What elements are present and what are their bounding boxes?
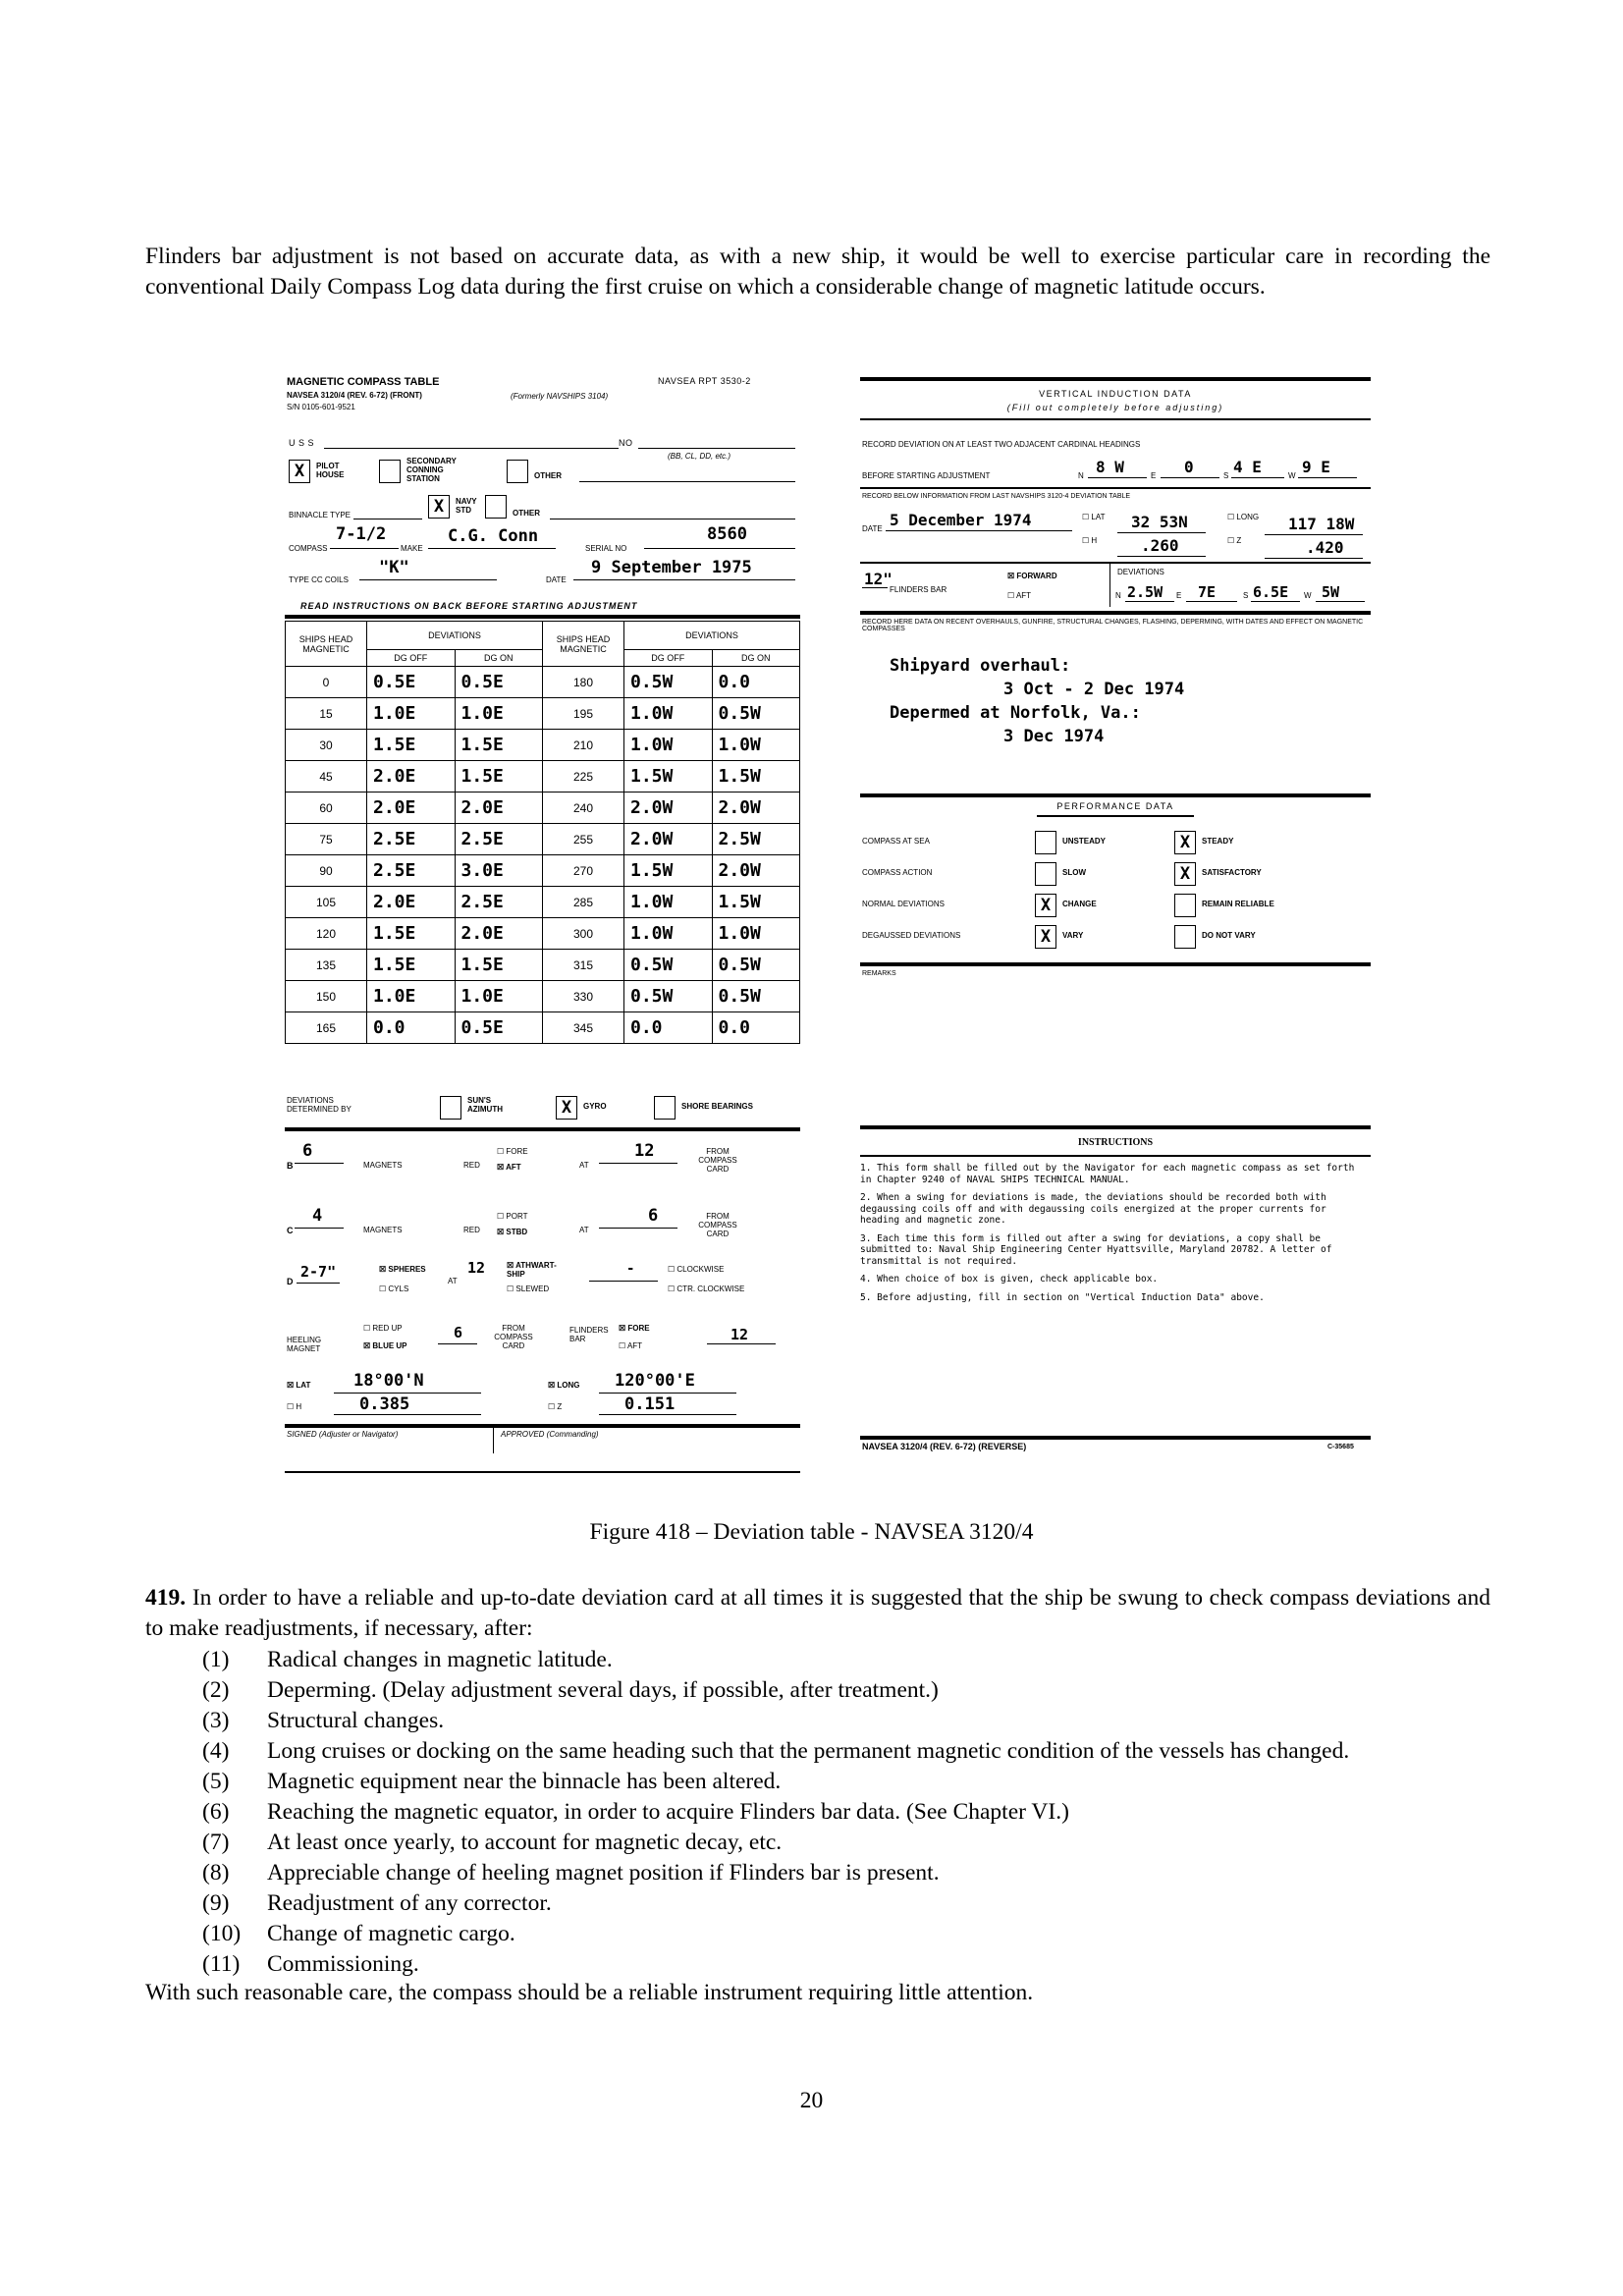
list-item	[145, 1645, 1490, 1675]
flinders-at-value: 12	[730, 1326, 749, 1343]
heading-left: 60	[286, 793, 367, 824]
deviation-table	[285, 621, 800, 1044]
d-label: D	[287, 1277, 294, 1286]
shore-bearings-label: SHORE BEARINGS	[681, 1102, 753, 1111]
date-label: DATE	[546, 575, 567, 584]
dev-w-label: W	[1304, 591, 1312, 600]
list-item-number: (2)	[202, 1677, 230, 1703]
perf-option-a-checkbox[interactable]	[1035, 831, 1056, 854]
b-magnets-label: MAGNETS	[363, 1161, 403, 1170]
dg-on-right: 1.5W	[712, 761, 800, 793]
dg-on-right: 0.5W	[712, 950, 800, 981]
dg-on-right: 0.0	[712, 1012, 800, 1044]
dg-on-right: 0.5W	[712, 981, 800, 1012]
dg-off-left: 1.0E	[367, 698, 456, 730]
pilot-house-checkbox[interactable]: X	[289, 460, 310, 483]
z-value: 0.151	[624, 1394, 676, 1414]
coils-label: TYPE CC COILS	[289, 575, 349, 584]
heading-right: 270	[543, 855, 624, 887]
dev-e-value: 7E	[1198, 583, 1217, 601]
h-label: ☐ H	[287, 1402, 302, 1411]
list-item	[145, 1675, 1490, 1706]
red-up-label: ☐ RED UP	[363, 1324, 403, 1333]
deviation-row	[286, 761, 800, 793]
note-line-2: 3 Oct - 2 Dec 1974	[1003, 680, 1185, 699]
list-item-text: Change of magnetic cargo.	[267, 1921, 515, 1946]
before-e-label: E	[1151, 471, 1157, 480]
dg-on-right: 1.0W	[712, 918, 800, 950]
perf-option-a-label: SLOW	[1062, 868, 1086, 877]
dev-s-label: S	[1243, 591, 1249, 600]
dg-on-right: 1.5W	[712, 887, 800, 918]
dg-on-left: 2.0E	[455, 918, 543, 950]
list-item-text: Readjustment of any corrector.	[267, 1890, 552, 1916]
heeling-label: HEELING MAGNET	[287, 1336, 322, 1353]
back-flinders-label: FLINDERS BAR	[890, 585, 947, 594]
dg-on-left: 1.0E	[455, 698, 543, 730]
b-aft-label: ☒ AFT	[497, 1163, 521, 1172]
dg-off-right: 1.0W	[624, 698, 713, 730]
heading-right: 300	[543, 918, 624, 950]
dg-off-left: 2.0E	[367, 793, 456, 824]
section-number: 419.	[145, 1585, 187, 1611]
list-item	[145, 1919, 1490, 1949]
heading-right: 330	[543, 981, 624, 1012]
list-item-text: Appreciable change of heeling magnet position if Flinders bar is present.	[267, 1860, 940, 1886]
no-hint: (BB, CL, DD, etc.)	[668, 452, 731, 461]
before-w-value: 9 E	[1302, 458, 1330, 476]
compass-label: COMPASS	[289, 544, 328, 553]
col-ships-head-left: SHIPS HEAD MAGNETIC	[286, 622, 367, 667]
dg-on-left: 1.0E	[455, 981, 543, 1012]
list-item-number: (7)	[202, 1830, 230, 1855]
instruction-item: 5. Before adjusting, fill in section on "Vertical Induction Data" above.	[860, 1291, 1265, 1303]
list-item-number: (4)	[202, 1738, 230, 1764]
before-e-value: 0	[1184, 458, 1194, 476]
serial-value: 8560	[707, 524, 747, 544]
list-item-text: Reaching the magnetic equator, in order to acquire Flinders bar data. (See Chapter VI.)	[267, 1799, 1069, 1825]
intro-paragraph: Flinders bar adjustment is not based on accurate data, as with a new ship, it would be well to exercise particular care in recording the conventional Daily Compass Log data during the first cruise on which a considerable change of magnetic latitude occurs.	[145, 244, 1490, 300]
perf-option-b-label: REMAIN RELIABLE	[1202, 900, 1274, 908]
deviation-row	[286, 1012, 800, 1044]
list-item-text: Radical changes in magnetic latitude.	[267, 1647, 613, 1672]
dg-off-left: 2.5E	[367, 824, 456, 855]
back-deviations-label: DEVIATIONS	[1117, 568, 1164, 576]
heading-left: 135	[286, 950, 367, 981]
form-sn: S/N 0105-601-9521	[287, 403, 355, 411]
d-dash: -	[626, 1261, 635, 1277]
list-item-number: (1)	[202, 1647, 230, 1672]
list-item	[145, 1736, 1490, 1767]
note-line-3: Depermed at Norfolk, Va.:	[890, 703, 1141, 723]
dg-off-right: 0.0	[624, 1012, 713, 1044]
list-item-text: Structural changes.	[267, 1708, 445, 1733]
back-h-value: .260	[1141, 536, 1179, 555]
heading-left: 165	[286, 1012, 367, 1044]
perf-option-b-label: SATISFACTORY	[1202, 868, 1262, 877]
record-label: RECORD DEVIATION ON AT LEAST TWO ADJACENT CARDINAL HEADINGS	[862, 440, 1141, 449]
dg-on-left: 2.5E	[455, 887, 543, 918]
heading-left: 120	[286, 918, 367, 950]
perf-row-label: NORMAL DEVIATIONS	[862, 900, 946, 908]
long-label: ☒ LONG	[548, 1381, 580, 1390]
c-from-card: FROM COMPASS CARD	[698, 1212, 737, 1238]
binnacle-other-checkbox[interactable]	[485, 495, 507, 519]
list-item-number: (5)	[202, 1769, 230, 1794]
no-label: NO	[619, 438, 633, 448]
perf-option-a-checkbox[interactable]: X	[1035, 925, 1056, 949]
list-item-number: (3)	[202, 1708, 230, 1733]
b-value: 6	[302, 1141, 313, 1161]
col-dg-off-left: DG OFF	[367, 650, 456, 667]
before-n-value: 8 W	[1096, 458, 1124, 476]
dg-on-right: 2.0W	[712, 855, 800, 887]
note-line-4: 3 Dec 1974	[1003, 727, 1105, 746]
form-rpt: NAVSEA RPT 3530-2	[658, 376, 751, 386]
before-w-label: W	[1288, 471, 1296, 480]
col-deviations-right: DEVIATIONS	[624, 622, 800, 650]
perf-title: PERFORMANCE DATA	[1056, 801, 1174, 811]
back-date-label: DATE	[862, 524, 883, 533]
z-label: ☐ Z	[548, 1402, 563, 1411]
perf-option-b-label: STEADY	[1202, 837, 1234, 846]
spheres-label: ☒ SPHERES	[379, 1265, 426, 1274]
back-z-label: ☐ Z	[1227, 536, 1242, 545]
back-forward-label: ☒ FORWARD	[1007, 572, 1057, 580]
c-label: C	[287, 1226, 294, 1235]
heading-right: 255	[543, 824, 624, 855]
instr-title: INSTRUCTIONS	[1077, 1137, 1154, 1148]
b-fore-label: ☐ FORE	[497, 1147, 528, 1156]
back-long-label: ☐ LONG	[1227, 513, 1260, 521]
dg-on-left: 2.0E	[455, 793, 543, 824]
c-magnets-label: MAGNETS	[363, 1226, 403, 1234]
perf-option-a-label: UNSTEADY	[1062, 837, 1107, 846]
back-lat-label: ☐ LAT	[1082, 513, 1106, 521]
heading-left: 150	[286, 981, 367, 1012]
vid-title: VERTICAL INDUCTION DATA	[1039, 389, 1192, 399]
deviation-row	[286, 824, 800, 855]
footer-form: NAVSEA 3120/4 (REV. 6-72) (REVERSE)	[862, 1442, 1027, 1451]
heading-right: 240	[543, 793, 624, 824]
deviation-row	[286, 855, 800, 887]
remarks-label: REMARKS	[862, 970, 896, 977]
list-item-number: (8)	[202, 1860, 230, 1886]
d-at-value: 12	[467, 1259, 486, 1277]
perf-option-a-checkbox[interactable]	[1035, 862, 1056, 886]
dg-on-right: 1.0W	[712, 730, 800, 761]
heading-right: 180	[543, 667, 624, 698]
list-item	[145, 1888, 1490, 1919]
dg-off-right: 1.5W	[624, 761, 713, 793]
dg-on-left: 3.0E	[455, 855, 543, 887]
closing-paragraph: With such reasonable care, the compass should be a reliable instrument requiring little attention.	[145, 1980, 1034, 2005]
footer-code: C-35685	[1327, 1444, 1354, 1450]
dg-off-right: 0.5W	[624, 667, 713, 698]
heading-right: 195	[543, 698, 624, 730]
back-long-value: 117 18W	[1288, 515, 1355, 533]
blue-up-label: ☒ BLUE UP	[363, 1341, 407, 1350]
c-red-label: RED	[463, 1226, 480, 1234]
figure-caption: Figure 418 – Deviation table - NAVSEA 3120/4	[589, 1519, 1034, 1545]
dg-off-left: 2.5E	[367, 855, 456, 887]
b-red-label: RED	[463, 1161, 480, 1170]
dg-off-right: 2.0W	[624, 824, 713, 855]
compass-value: 7-1/2	[336, 524, 387, 544]
section-419	[145, 1583, 1490, 1644]
b-at-value: 12	[634, 1141, 655, 1161]
uss-label: U S S	[289, 438, 315, 448]
note-line-1: Shipyard overhaul:	[890, 656, 1071, 676]
dg-off-right: 1.0W	[624, 730, 713, 761]
deviation-form-front	[285, 371, 800, 1479]
gyro-checkbox[interactable]: X	[556, 1096, 577, 1120]
dg-off-left: 0.0	[367, 1012, 456, 1044]
dev-e-label: E	[1176, 591, 1182, 600]
dev-n-label: N	[1115, 591, 1121, 600]
d-value: 2-7"	[300, 1263, 337, 1281]
dev-s-value: 6.5E	[1253, 583, 1289, 601]
heeling-at-value: 6	[454, 1324, 463, 1341]
form-formerly: (Formerly NAVSHIPS 3104)	[511, 392, 609, 401]
sun-azimuth-label: SUN'S AZIMUTH	[467, 1096, 503, 1114]
page-number: 20	[799, 2088, 824, 2113]
flinders-label: FLINDERS BAR	[569, 1326, 609, 1343]
dg-off-left: 1.5E	[367, 950, 456, 981]
heading-left: 15	[286, 698, 367, 730]
c-stbd-label: ☒ STBD	[497, 1228, 528, 1236]
dg-off-right: 1.0W	[624, 918, 713, 950]
deviation-row	[286, 918, 800, 950]
perf-option-b-label: DO NOT VARY	[1202, 931, 1256, 940]
heading-right: 285	[543, 887, 624, 918]
dg-off-left: 1.5E	[367, 918, 456, 950]
list-item-text: At least once yearly, to account for magnetic decay, etc.	[267, 1830, 783, 1855]
heading-left: 45	[286, 761, 367, 793]
list-item	[145, 1767, 1490, 1797]
dg-off-left: 2.0E	[367, 761, 456, 793]
deviation-row	[286, 793, 800, 824]
list-item	[145, 1858, 1490, 1888]
binnacle-label: BINNACLE TYPE	[289, 511, 351, 519]
heading-left: 90	[286, 855, 367, 887]
col-ships-head-right: SHIPS HEAD MAGNETIC	[543, 622, 624, 667]
make-value: C.G. Conn	[448, 526, 539, 546]
deviation-row	[286, 950, 800, 981]
dg-on-left: 2.5E	[455, 824, 543, 855]
c-at-value: 6	[648, 1206, 659, 1226]
b-from-card: FROM COMPASS CARD	[698, 1147, 737, 1174]
dg-on-right: 2.5W	[712, 824, 800, 855]
list-item	[145, 1949, 1490, 1980]
col-deviations-left: DEVIATIONS	[367, 622, 543, 650]
date-value: 9 September 1975	[591, 558, 752, 577]
before-label: BEFORE STARTING ADJUSTMENT	[862, 471, 991, 480]
approved-label: APPROVED (Commanding)	[501, 1430, 599, 1439]
c-port-label: ☐ PORT	[497, 1212, 528, 1221]
back-lat-value: 32 53N	[1131, 513, 1188, 531]
serial-label: SERIAL NO	[585, 544, 627, 553]
record-below: RECORD BELOW INFORMATION FROM LAST NAVSHIPS 3120-4 DEVIATION TABLE	[862, 493, 1131, 500]
perf-option-b-checkbox[interactable]	[1174, 925, 1196, 949]
heading-right: 210	[543, 730, 624, 761]
form-number: NAVSEA 3120/4 (REV. 6-72) (FRONT)	[287, 391, 422, 400]
perf-option-a-label: CHANGE	[1062, 900, 1097, 908]
deviation-row	[286, 667, 800, 698]
c-value: 4	[312, 1206, 323, 1226]
secondary-station-checkbox[interactable]	[379, 460, 401, 483]
deviation-row	[286, 981, 800, 1012]
heading-right: 225	[543, 761, 624, 793]
record-here: RECORD HERE DATA ON RECENT OVERHAULS, GUNFIRE, STRUCTURAL CHANGES, FLASHING, DEPERMING, WITH DATES AND EFFECT ON MAGNETIC COMPASSES	[862, 619, 1364, 632]
back-aft-label: ☐ AFT	[1007, 591, 1032, 600]
back-flinders-value: 12"	[864, 570, 893, 588]
back-z-value: .420	[1306, 538, 1344, 557]
heading-right: 345	[543, 1012, 624, 1044]
before-s-label: S	[1223, 471, 1229, 480]
back-h-label: ☐ H	[1082, 536, 1098, 545]
dg-off-right: 1.0W	[624, 887, 713, 918]
other-station-label: OTHER	[534, 471, 562, 480]
dg-off-right: 0.5W	[624, 981, 713, 1012]
heading-right: 315	[543, 950, 624, 981]
h-value: 0.385	[359, 1394, 410, 1414]
slewed-label: ☐ SLEWED	[507, 1285, 550, 1293]
lat-label: ☒ LAT	[287, 1381, 311, 1390]
athwartship-label: ☒ ATHWART-SHIP	[507, 1261, 557, 1279]
list-item	[145, 1706, 1490, 1736]
dg-off-left: 1.0E	[367, 981, 456, 1012]
col-dg-on-left: DG ON	[455, 650, 543, 667]
b-at-label: AT	[579, 1161, 589, 1170]
dg-on-left: 1.5E	[455, 730, 543, 761]
read-instructions: READ INSTRUCTIONS ON BACK BEFORE STARTING ADJUSTMENT	[300, 601, 638, 611]
before-n-label: N	[1078, 471, 1084, 480]
list-item-number: (6)	[202, 1799, 230, 1825]
b-label: B	[287, 1161, 294, 1171]
perf-row-label: DEGAUSSED DEVIATIONS	[862, 931, 961, 940]
vid-subtitle: (Fill out completely before adjusting)	[1006, 403, 1224, 412]
pilot-house-label: PILOT HOUSE	[316, 462, 345, 479]
col-dg-on-right: DG ON	[712, 650, 800, 667]
dg-on-right: 0.5W	[712, 698, 800, 730]
cyls-label: ☐ CYLS	[379, 1285, 409, 1293]
list-item-number: (10)	[202, 1921, 242, 1946]
instruction-item: 1. This form shall be filled out by the Navigator for each magnetic compass as set forth in Chapter 9240 of NAVAL SHIPS TECHNICAL MANUAL.	[860, 1163, 1355, 1185]
list-item-text: Long cruises or docking on the same heading such that the permanent magnetic condition of the vessels has changed.	[267, 1738, 1350, 1764]
heeling-from-card: FROM COMPASS CARD	[494, 1324, 533, 1350]
instruction-item: 2. When a swing for deviations is made, the deviations should be recorded both with degaussing coils off and with degaussing coils energized at the proper currents for heading and magnetic zone.	[860, 1192, 1326, 1226]
back-date-value: 5 December 1974	[890, 511, 1032, 529]
col-dg-off-right: DG OFF	[624, 650, 713, 667]
dg-on-left: 1.5E	[455, 950, 543, 981]
gyro-label: GYRO	[583, 1102, 607, 1111]
coils-value: "K"	[379, 558, 409, 577]
list-item-text: Deperming. (Delay adjustment several days, if possible, after treatment.)	[267, 1677, 939, 1703]
ctr-clockwise-label: ☐ CTR. CLOCKWISE	[668, 1285, 745, 1293]
dev-n-value: 2.5W	[1127, 583, 1163, 601]
dg-on-right: 0.0	[712, 667, 800, 698]
perf-row-label: COMPASS AT SEA	[862, 837, 930, 846]
dg-on-right: 2.0W	[712, 793, 800, 824]
before-s-value: 4 E	[1233, 458, 1262, 476]
navy-std-label: NAVY STD	[456, 497, 477, 515]
deviation-row	[286, 730, 800, 761]
flinders-fore: ☒ FORE	[619, 1324, 650, 1333]
list-item-number: (9)	[202, 1890, 230, 1916]
signed-label: SIGNED (Adjuster or Navigator)	[287, 1430, 399, 1439]
heading-left: 75	[286, 824, 367, 855]
dg-off-right: 1.5W	[624, 855, 713, 887]
make-label: MAKE	[401, 544, 423, 553]
perf-option-b-checkbox[interactable]	[1174, 894, 1196, 917]
perf-row-label: COMPASS ACTION	[862, 868, 933, 877]
lat-value: 18°00'N	[353, 1371, 424, 1391]
dev-w-value: 5W	[1322, 583, 1340, 601]
navy-std-checkbox[interactable]: X	[428, 495, 450, 519]
determined-label: DEVIATIONS DETERMINED BY	[287, 1096, 352, 1114]
secondary-station-label: SECONDARY CONNING STATION	[406, 457, 457, 483]
form-title: MAGNETIC COMPASS TABLE	[287, 376, 440, 388]
instruction-item: 4. When choice of box is given, check applicable box.	[860, 1274, 1159, 1285]
other-station-checkbox[interactable]	[507, 460, 528, 483]
dg-off-right: 2.0W	[624, 793, 713, 824]
heading-left: 105	[286, 887, 367, 918]
perf-option-b-checkbox[interactable]: X	[1174, 831, 1196, 854]
list-item	[145, 1797, 1490, 1828]
perf-option-b-checkbox[interactable]: X	[1174, 862, 1196, 886]
list-item	[145, 1828, 1490, 1858]
perf-option-a-checkbox[interactable]: X	[1035, 894, 1056, 917]
dg-off-left: 0.5E	[367, 667, 456, 698]
deviation-form-back	[860, 373, 1371, 1463]
flinders-aft: ☐ AFT	[619, 1341, 643, 1350]
c-at-label: AT	[579, 1226, 589, 1234]
shore-bearings-checkbox[interactable]	[654, 1096, 676, 1120]
heading-left: 30	[286, 730, 367, 761]
instruction-item: 3. Each time this form is filled out after a swing for deviations, a copy shall be submitted to: Naval Ship Engineering Center Hyattsville, Maryland 20782. A letter of transmittal is not required.	[860, 1232, 1332, 1267]
deviation-row	[286, 698, 800, 730]
dg-off-left: 1.5E	[367, 730, 456, 761]
dg-off-right: 0.5W	[624, 950, 713, 981]
recommendation-list	[145, 1645, 1490, 1980]
section-text: In order to have a reliable and up-to-date deviation card at all times it is suggested that the ship be swung to check compass deviations and to make readjustments, if necessary, after:	[145, 1585, 1490, 1641]
heading-left: 0	[286, 667, 367, 698]
list-item-number: (11)	[202, 1951, 241, 1977]
dg-on-left: 1.5E	[455, 761, 543, 793]
long-value: 120°00'E	[615, 1371, 695, 1391]
list-item-text: Commissioning.	[267, 1951, 419, 1977]
d-at-label: AT	[448, 1277, 458, 1285]
clockwise-label: ☐ CLOCKWISE	[668, 1265, 725, 1274]
deviation-row	[286, 887, 800, 918]
sun-azimuth-checkbox[interactable]	[440, 1096, 461, 1120]
dg-on-left: 0.5E	[455, 1012, 543, 1044]
list-item-text: Magnetic equipment near the binnacle has been altered.	[267, 1769, 782, 1794]
dg-off-left: 2.0E	[367, 887, 456, 918]
perf-option-a-label: VARY	[1062, 931, 1084, 940]
dg-on-left: 0.5E	[455, 667, 543, 698]
binnacle-other-label: OTHER	[513, 509, 540, 518]
